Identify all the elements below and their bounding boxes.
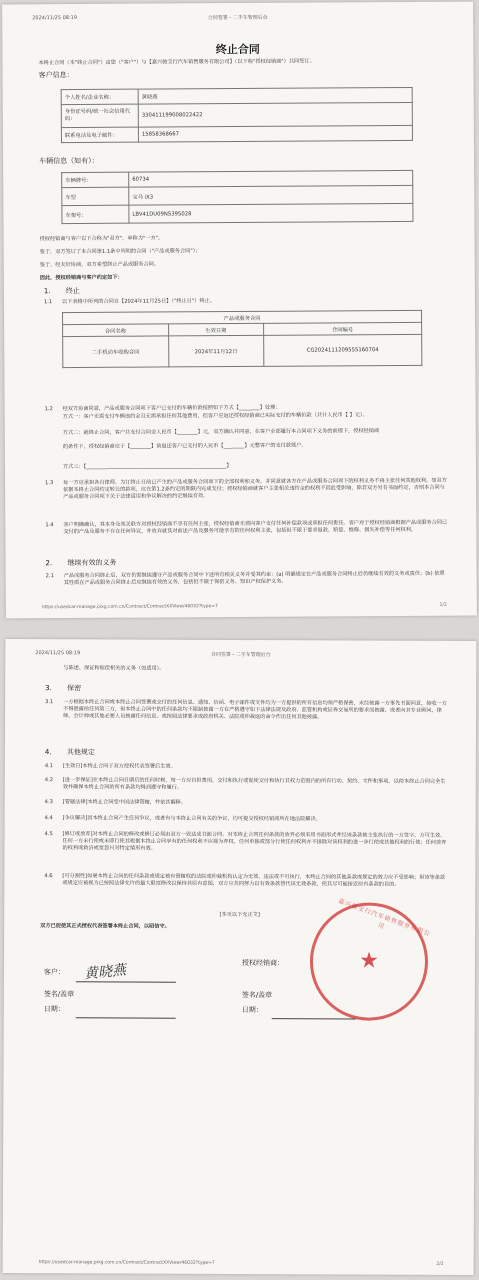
clause-number: 4.6 [44, 873, 53, 880]
clause-4-3: [管辖法律]本终止合同受中国法律管辖，并依其解释。 [62, 799, 187, 806]
clause-1-2-method-2: 方式二：就终止合同，客户共支付合同金人民币【________】元，双方确认并同意，在客户全部履行本合同项下义务的前提下，授权经销商 [62, 428, 380, 437]
clause-4-4: [争议解决]因本终止合同产生任何争议，或者有与本终止合同有关的争议，均可提交授权经销商所在地法院解决。 [62, 815, 321, 823]
customer-label: 客户： [43, 968, 65, 977]
clause-number: 3.1 [45, 699, 54, 706]
table-label: 车型 [62, 187, 129, 205]
table-caption: 产品或服务合同 [63, 310, 422, 324]
clause-2-1: 产品或服务合同终止后，双方仍需继续遵守产品或服务合同中下述所有相关义务并受其约束：(a) 明确规定在产品或服务合同终止后仍继续有效的义务或责任；(b) 依照其性质在产品或服务合同终止后应继续有效的义务，包括但不限于保密义务、知识产权保护义务、 [63, 570, 445, 587]
page-number: 2/2 [436, 1261, 444, 1267]
date-line [76, 1017, 176, 1018]
seal-star-icon: ★ [359, 948, 379, 974]
clause-4-1: [生效日]本终止合同于双方授权代表签署后生效。 [62, 763, 176, 770]
section-3-number: 3. [45, 684, 52, 693]
section-2-title: 继续有效的义务 [67, 558, 117, 568]
customer-heading: 客户信息： [38, 71, 74, 80]
vehicle-vin: LBV41DU09NS395028 [129, 203, 413, 223]
table-row [61, 102, 412, 127]
table-row [63, 334, 422, 367]
date-line [272, 1018, 356, 1019]
therefore-clause: 因此，授权经销商与客户约定如下： [39, 274, 123, 282]
clause-1-1: 以下表格中所列的合同自【2024年11月25日】（"终止日"）终止。 [61, 298, 216, 306]
table-label: 车架号： [62, 205, 129, 223]
effective-date-cell: 2024年11月12日 [168, 335, 263, 367]
contract-name-cell: 二手机动车收购合同 [63, 336, 169, 368]
vehicle-model: 宝马 iX3 [129, 185, 413, 205]
section-1-title: 终止 [65, 286, 80, 296]
company-seal [310, 897, 432, 1021]
product-contract-table [62, 310, 422, 368]
vehicle-info-table [61, 170, 413, 224]
clause-number: 4.2 [44, 777, 54, 784]
clause-number: 1.4 [45, 522, 54, 529]
footer-url: https://usedcar-manage.pixg.com.cn/Contract/ContractXXView/46032?type=7 [38, 1260, 215, 1266]
clause-number: 1.2 [44, 406, 53, 413]
table-label: 身份证号码/统一社会信用代码： [61, 104, 138, 127]
page-footer [39, 1260, 444, 1267]
section-3-title: 保密 [67, 684, 82, 693]
dealer-label: 授权经销商： [241, 959, 284, 968]
clause-4-6: [可分割性]如果本终止合同的任何条款或规定被有管辖权的法院或仲裁机构认定为无效、违法或不可执行，本终止合同的其他条款或规定的效力应不受影响；但该等条款或规定应被视为已按照法律允许的最大限度修改以保持其原有意图，双方应共同努力以有效条款替代该无效条款，使其尽可能接近原有条款的目的。 [62, 873, 446, 888]
timestamp: 2024/11/25 08:19 [35, 650, 81, 657]
document-title: 终止合同 [215, 42, 260, 57]
sign-label: 签名/盖章 [43, 990, 75, 999]
contract-page-1 [2, 2, 477, 619]
section-2-number: 2. [45, 559, 53, 568]
continued-text: 与陈述、保证和赔偿相关的义务（如适用）。 [63, 665, 165, 672]
seal-text: 嘉兴骏宝行汽车销售服务有限公司 [337, 897, 432, 939]
clause-4-2: [进一步保证]在本终止合同日期后的任何时候，每一方应自担费用，交付和执行或促使交付和执行其权力范围内的所有行动、契约、文件和事项，以使本终止合同完全生效并确保本终止合同的所有条款均得到遵守和履行。 [62, 777, 446, 791]
witness-clause: 双方已促使其正式授权代表签署本终止合同，以昭信守。 [40, 923, 170, 930]
party-definition: 授权经销商与客户以下合称为"双方"，单称为"一方"。 [39, 235, 164, 243]
clause-number: 4.3 [44, 799, 53, 806]
customer-signature: 黄晓燕 [83, 962, 127, 983]
clause-3-1: 一方根据本终止合同或本终止合同签署或交付的任何信息、通知、信函、电子邮件或文件均为一方提供的所有信息均须严格保密，未经披露一方事先书面同意，接收一方不得泄露给任何第三方，但本终止合同中的任何条款均不限制披露一方在严格遵守如下法律法规及政府、监管机构或证券交易所的要求而披露、或者向其专业顾问、律师、会计师或其他必要人员披露任何信息、或按照法律要求或政府机关、法院或仲裁庭的命令作出任何其他披露。 [63, 699, 448, 721]
page-header [32, 13, 443, 22]
page-number: 1/2 [439, 602, 447, 608]
clause-1-2: 经双方协商同意，产品或服务合同项下客户已支付的车辆价款按照如下方式【________】处理： [62, 404, 281, 413]
section-4-title: 其他规定 [66, 748, 95, 757]
clause-number: 1.3 [45, 480, 54, 487]
clause-1-2-method-2-cont: 的条件下，授权经销商应于【________】前退还客户已支付的人民币【________】元整客户的支付款账户。 [62, 442, 307, 451]
clause-1-3: 每一方应承担各自律师、为订终止日前已产生的产品或服务合同项下的全部权利和义务，并同意就各方在产品或服务合同项下的权利义务不再主张任何其他权利。如双方依据本终止合同约定转让的款项，应在第1.2条约定的期限内完成支付；授权经销商就客户主张相关违约金的权利不因此受影响，除非双方另有书面约定，否则本合同与产品或服务合同项下关于法律适用和争议解决的约定继续有效。 [63, 477, 447, 501]
customer-info-table [61, 87, 413, 143]
column-header: 合同名称 [63, 324, 169, 337]
table-row [61, 125, 412, 142]
vehicle-plate: 60734 [129, 170, 413, 187]
clause-number: 2.1 [45, 573, 54, 580]
table-row [62, 203, 413, 223]
clause-number: 1.1 [43, 299, 53, 306]
clause-1-4: 客户明确确认，其本身及其关联方对授权经销商不享有任何主张，授权经销商无须向客户支付任何补偿款项或承担任何责任。客户对于授权经销商根据产品或服务合同已交付的产品及服务不存在任何异议，并放弃就其对前述产品及服务可能享有的任何权利主张，包括但不限于要求退款、赔偿、维修、损失补偿等任何权利。 [63, 519, 448, 536]
date-label: 日期： [43, 1005, 65, 1014]
clause-number: 4.5 [44, 831, 53, 838]
table-label: 车辆牌号： [62, 172, 129, 187]
page-header [35, 650, 446, 659]
customer-phone: 15858368667 [138, 125, 412, 142]
whereas-2: 鉴于，经友好协商，双方希望终止产品或服务合同。 [39, 261, 160, 269]
table-label: 个人姓名/企业名称： [61, 89, 138, 104]
header-title: 合同签署 - 二手车管理后台 [210, 651, 271, 659]
table-row [62, 185, 413, 205]
clause-4-5: [修订或放弃]对本终止合同的修改或修订必须由双方一致达成书面合同。对本终止合同任何条款的放弃必须采用书面形式并经该条款被主张执行的一方签字，方可生效。任何一方未行使或未即行使其根据本终止合同享有的任何权利不应视为弃权，任何单独或部分行使任何权利亦不排除对该权利的进一步行使或其他权利的行使；任何放弃的权利或救济或宽恕只对特定情形有效。 [62, 831, 447, 852]
clause-1-2-method-3: 方式三：【______________________________________________________】 [62, 463, 232, 471]
section-1-number: 1. [43, 287, 51, 296]
whereas-1: 鉴于，双方签订了本合同第1.1条中列明的合同（"产品或服务合同"）； [39, 248, 201, 256]
contract-number-cell: CG2024111209555160704 [264, 334, 422, 366]
vehicle-heading: 车辆信息（如有）： [39, 156, 99, 166]
intro-paragraph: 本终止合同（本"终止合同"）由您（"客户"）与【嘉兴骏宝行汽车销售服务有限公司】（以下称"授权经销商"）共同签订。 [38, 58, 315, 67]
customer-name: 黄晓燕 [138, 87, 412, 104]
header-title: 合同签署 - 二手车管理后台 [207, 14, 268, 22]
table-label: 联系电话及电子邮件： [61, 127, 138, 142]
timestamp: 2024/11/25 08:19 [32, 14, 78, 22]
sign-label: 签名/盖章 [241, 991, 273, 1000]
clause-1-2-method-1: 方式一：客户无需支付车辆违约金且无需承担任何其他费用，但客户应返还授权经销商已实际支付的车辆价款（共计人民币【 】元）。 [62, 412, 368, 421]
end-of-text-note: [本页以下无正文] [219, 911, 260, 919]
date-label: 日期： [241, 1006, 263, 1015]
customer-id-number: 330411199008022422 [138, 102, 412, 127]
clause-number: 4.1 [44, 763, 54, 770]
footer-url: https://usedcar-manage.pixg.com.cn/Contract/ContractXXView/46032?type=7 [41, 604, 218, 611]
clause-number: 4.4 [44, 815, 53, 822]
page-footer [42, 603, 447, 610]
section-4-number: 4. [44, 748, 52, 757]
column-header: 合同编号 [263, 322, 421, 335]
contract-page-2 [3, 639, 477, 1275]
column-header: 生效日期 [168, 323, 263, 336]
